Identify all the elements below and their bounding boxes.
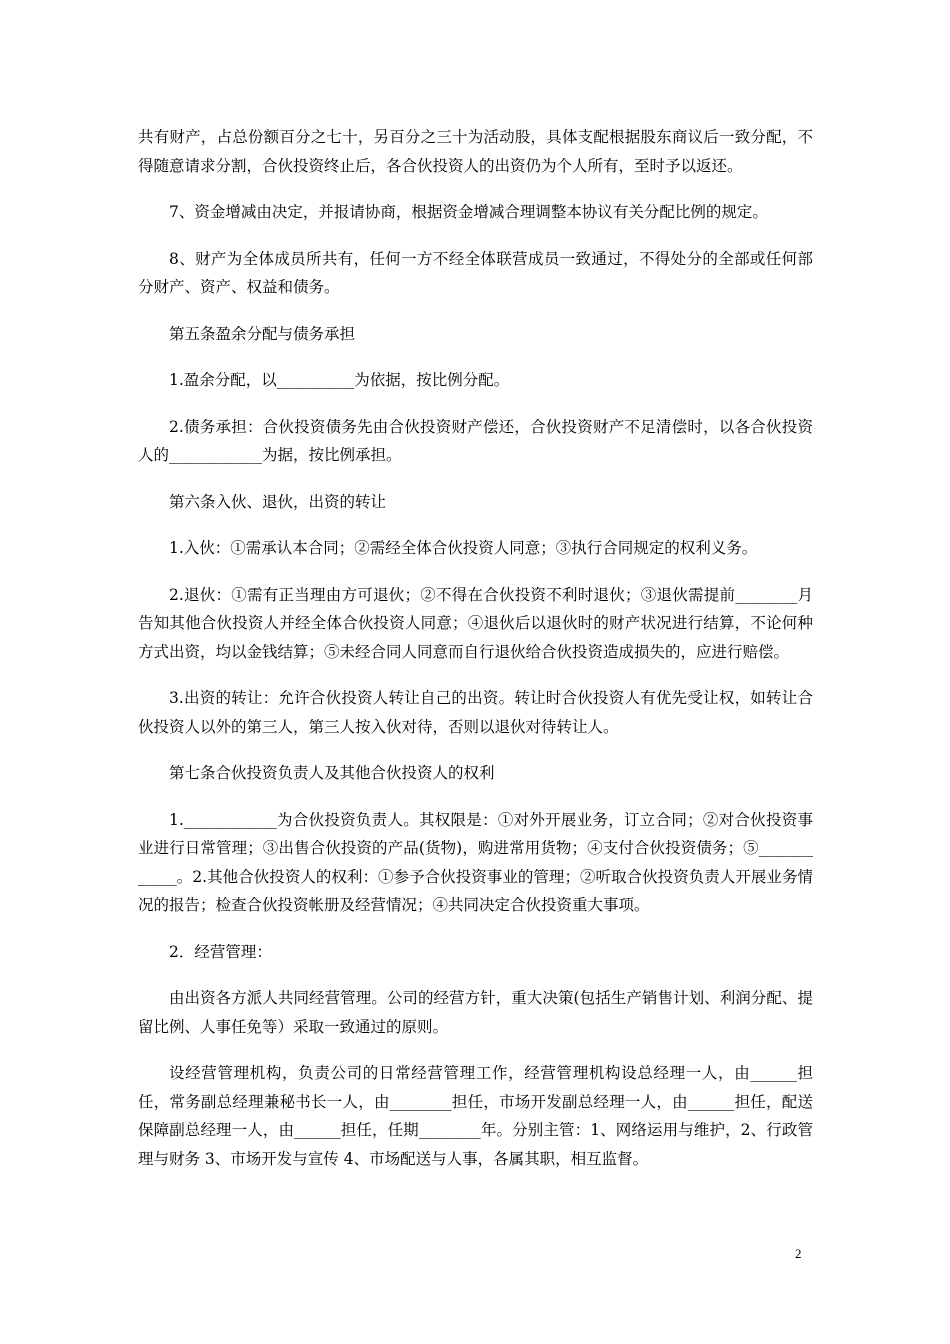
paragraph-joint-management: 由出资各方派人共同经营管理。公司的经营方针，重大决策(包括生产销售计划、利润分配、提留比例、人事任免等）采取一致通过的原则。	[138, 989, 813, 1036]
paragraph-joint-property-continuation: 共有财产，占总份额百分之七十，另百分之三十为活动股，具体支配根据股东商议后一致分配，不得随意请求分割，合伙投资终止后，各合伙投资人的出资仍为个人所有，至时予以返还。	[138, 128, 813, 175]
section-heading-article-7: 第七条合伙投资负责人及其他合伙投资人的权利	[169, 764, 495, 782]
paragraph-clause-7-capital-change: 7、资金增减由决定，并报请协商，根据资金增减合理调整本协议有关分配比例的规定。	[169, 203, 768, 221]
paragraph-profit-distribution: 1.盈余分配，以__________为依据，按比例分配。	[169, 371, 510, 389]
paragraph-manager-rights: 1.____________为合伙投资负责人。其权限是：①对外开展业务，订立合同；②对合伙投资事业进行日常管理；③出售合伙投资的产品(货物)，购进常用货物；④支付合伙投资债务；⑤____________。2.其他合伙投资人的权利：①参予合伙投资事业的管理；②听取合伙投资负责人开展业务情况的报告；检查合伙投资帐册及经营情况；④共同决定合伙投资重大事项。	[138, 810, 813, 914]
section-heading-article-5: 第五条盈余分配与债务承担	[169, 324, 356, 343]
paragraph-clause-8-property-ownership: 8、财产为全体成员所共有，任何一方不经全体联营成员一致通过，不得处分的全部或任何部分财产、资产、权益和债务。	[138, 249, 813, 296]
subheading-business-management: 2．经营管理：	[169, 942, 272, 961]
document-body	[138, 123, 813, 1191]
paragraph-capital-transfer: 3.出资的转让：允许合伙投资人转让自己的出资。转让时合伙投资人有优先受让权，如转让合伙投资人以外的第三人，第三人按入伙对待，否则以退伙对待转让人。	[138, 689, 813, 736]
paragraph-debt-assumption: 2.债务承担：合伙投资债务先由合伙投资财产偿还，合伙投资财产不足清偿时，以各合伙投资人的____________为据，按比例承担。	[138, 417, 813, 464]
section-heading-article-6: 第六条入伙、退伙，出资的转让	[169, 492, 387, 511]
page-number: 2	[795, 1246, 802, 1261]
paragraph-management-structure: 设经营管理机构，负责公司的日常经营管理工作，经营管理机构设总经理一人，由______担任，常务副总经理兼秘书长一人，由________担任，市场开发副总经理一人，由______担任，配送保障副总经理一人，由______担任，任期________年。分别主管：1、网络运用与维护，2、行政管理与财务 3、市场开发与宣传 4、市场配送与人事，各属其职，相互监督。	[138, 1064, 813, 1168]
paragraph-withdrawal: 2.退伙：①需有正当理由方可退伙；②不得在合伙投资不利时退伙；③退伙需提前________月告知其他合伙投资人并经全体合伙投资人同意；④退伙后以退伙时的财产状况进行结算，不论何种方式出资，均以金钱结算；⑤未经合同人同意而自行退伙给合伙投资造成损失的，应进行赔偿。	[138, 585, 813, 661]
paragraph-admission: 1.入伙：①需承认本合同；②需经全体合伙投资人同意；③执行合同规定的权利义务。	[169, 539, 758, 557]
